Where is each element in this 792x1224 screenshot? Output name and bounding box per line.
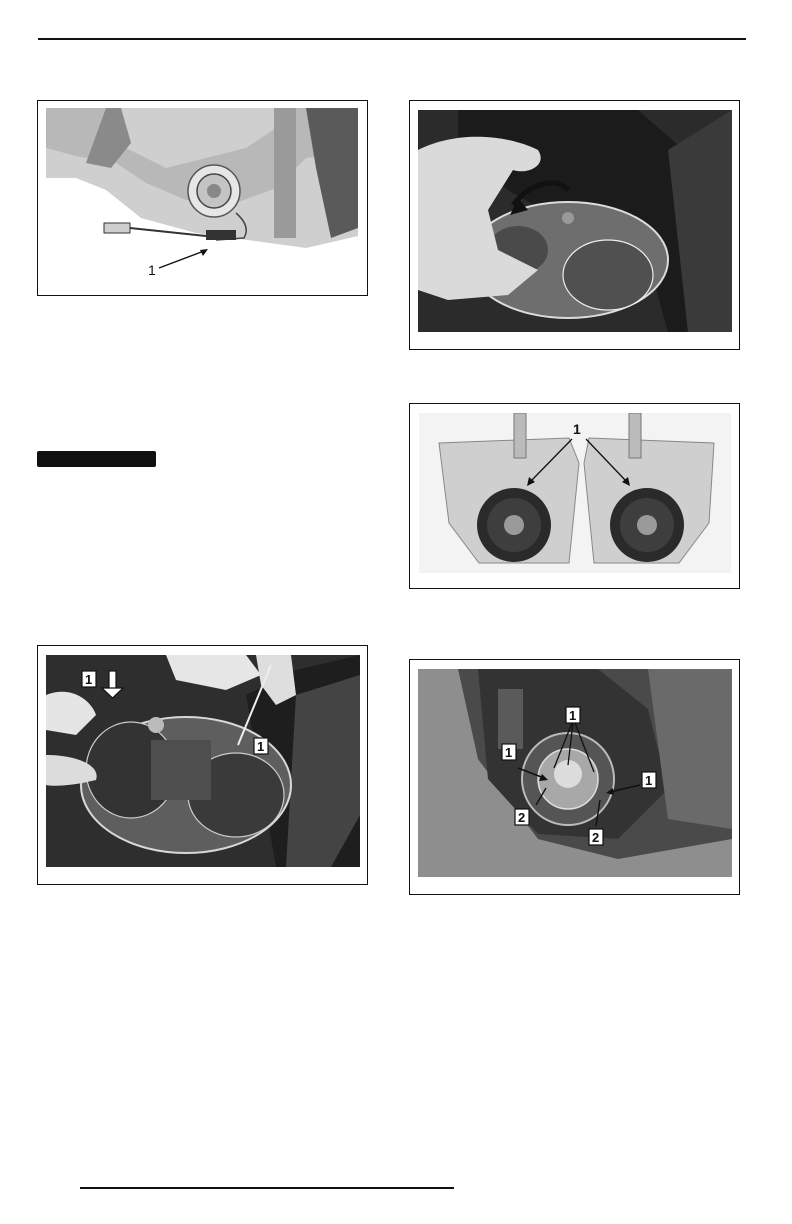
callout-overlay xyxy=(38,101,369,297)
photo-gauge-removal xyxy=(418,110,732,332)
footer-rule xyxy=(80,1187,454,1189)
callout-2-right: 2 xyxy=(592,830,600,845)
figure-bulb-clips xyxy=(409,659,740,895)
figure-speakers xyxy=(409,403,740,589)
callout-1: 1 xyxy=(148,262,156,278)
section-tab xyxy=(37,451,156,467)
callout-1b: 1 xyxy=(257,739,265,754)
callout-1a: 1 xyxy=(85,672,93,687)
header-rule xyxy=(38,38,746,40)
callout-overlay xyxy=(410,404,741,590)
callout-1-right: 1 xyxy=(645,773,653,788)
figure-gauge-tabs xyxy=(37,645,368,885)
callout-1: 1 xyxy=(573,421,581,437)
callout-1-left: 1 xyxy=(505,745,513,760)
callout-2-left: 2 xyxy=(518,810,526,825)
callout-1-top: 1 xyxy=(569,708,577,723)
callout-overlay xyxy=(38,646,369,886)
figure-headlight-connector xyxy=(37,100,368,296)
callout-overlay xyxy=(410,660,741,896)
figure-gauge-removal xyxy=(409,100,740,350)
